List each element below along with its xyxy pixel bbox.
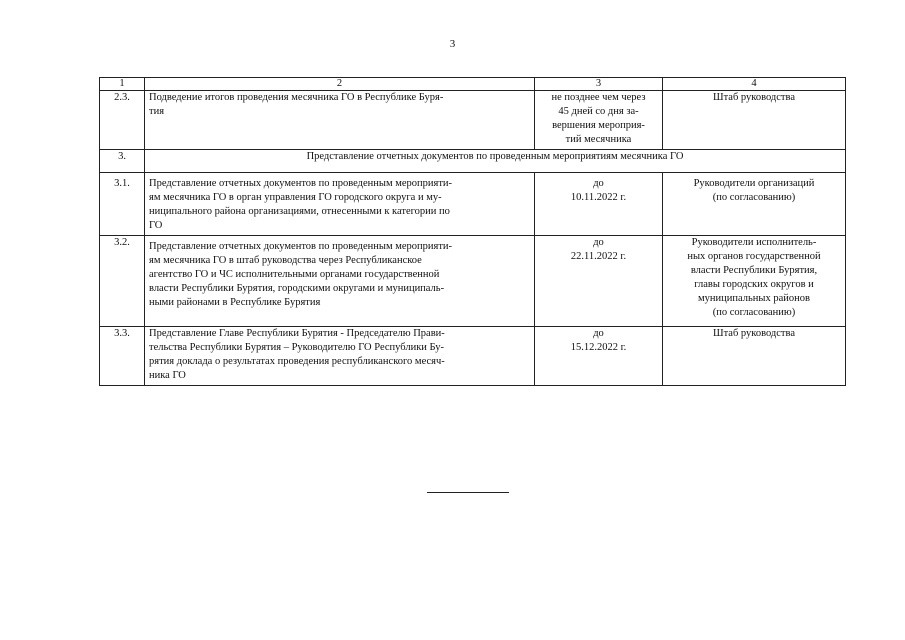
event-deadline (535, 327, 663, 386)
event-deadline (535, 236, 663, 327)
event-description (145, 327, 535, 386)
column-header-2: 2 (145, 78, 535, 91)
description-line: тия (149, 106, 165, 117)
column-header-3: 3 (535, 78, 663, 91)
deadline-line: до (593, 178, 604, 189)
event-responsible (663, 173, 846, 236)
event-description (145, 173, 535, 236)
description-line: агентство ГО и ЧС исполнительными органами государственной (149, 269, 440, 280)
deadline-line: 10.11.2022 г. (570, 192, 627, 203)
responsible-line: муниципальных районов (698, 293, 810, 304)
deadline-line: 22.11.2022 г. (570, 251, 627, 262)
event-deadline (535, 173, 663, 236)
deadline-line: 15.12.2022 г. (570, 342, 627, 353)
column-header-1: 1 (100, 78, 145, 91)
events-table (99, 77, 846, 386)
row-number: 3.1. (100, 173, 145, 236)
description-line: Представление Главе Республики Бурятия - Председателю Прави- (149, 328, 445, 339)
responsible-line: власти Республики Бурятия, (690, 265, 818, 276)
column-header-4: 4 (663, 78, 846, 91)
row-number: 2.3. (100, 91, 145, 150)
section-number: 3. (100, 150, 145, 173)
event-responsible (663, 236, 846, 327)
deadline-line: 45 дней со дня за- (558, 106, 639, 117)
row-number: 3.2. (100, 236, 145, 327)
description-line: власти Республики Бурятия, городскими округами и муниципаль- (149, 283, 445, 294)
responsible-line: (по согласованию) (712, 307, 796, 318)
description-line: ям месячника ГО в штаб руководства через Республиканское (149, 255, 422, 266)
table-row (100, 236, 846, 327)
deadline-line: не позднее чем через (551, 92, 646, 103)
description-line: ям месячника ГО в орган управления ГО городского округа и му- (149, 192, 442, 203)
table-header-row (100, 78, 846, 91)
end-of-document-rule (427, 492, 509, 493)
description-line: Представление отчетных документов по проведенным мероприяти- (149, 178, 453, 189)
responsible-line: Руководители исполнитель- (691, 237, 817, 248)
responsible-line: ных органов государственной (687, 251, 821, 262)
row-number: 3.3. (100, 327, 145, 386)
responsible-line: Штаб руководства (712, 92, 796, 103)
deadline-line: до (593, 237, 604, 248)
deadline-line: до (593, 328, 604, 339)
deadline-line: вершения мероприя- (552, 120, 645, 131)
page-number: 3 (449, 38, 456, 50)
description-line: ными районами в Республике Бурятия (149, 297, 321, 308)
description-line: Подведение итогов проведения месячника ГО в Республике Буря- (149, 92, 444, 103)
event-responsible (663, 327, 846, 386)
event-deadline (535, 91, 663, 150)
table-section-row (100, 150, 846, 173)
deadline-line: тий месячника (565, 134, 632, 145)
responsible-line: Руководители организаций (693, 178, 815, 189)
description-line: ника ГО (149, 370, 186, 381)
event-responsible (663, 91, 846, 150)
description-line: рятия доклада о результатах проведения республиканского месяч- (149, 356, 445, 367)
responsible-line: Штаб руководства (712, 328, 796, 339)
event-description (145, 91, 535, 150)
responsible-line: главы городских округов и (694, 279, 814, 290)
table-row (100, 173, 846, 236)
description-line: ниципального района организациями, отнесенными к категории по (149, 206, 450, 217)
section-title: Представление отчетных документов по проведенным мероприятиям месячника ГО (145, 150, 846, 173)
description-line: ГО (149, 220, 163, 231)
table-row (100, 327, 846, 386)
description-line: Представление отчетных документов по проведенным мероприяти- (149, 241, 453, 252)
event-description (145, 236, 535, 327)
description-line: тельства Республики Бурятия – Руководителю ГО Республики Бу- (149, 342, 445, 353)
responsible-line: (по согласованию) (712, 192, 796, 203)
table-row (100, 91, 846, 150)
